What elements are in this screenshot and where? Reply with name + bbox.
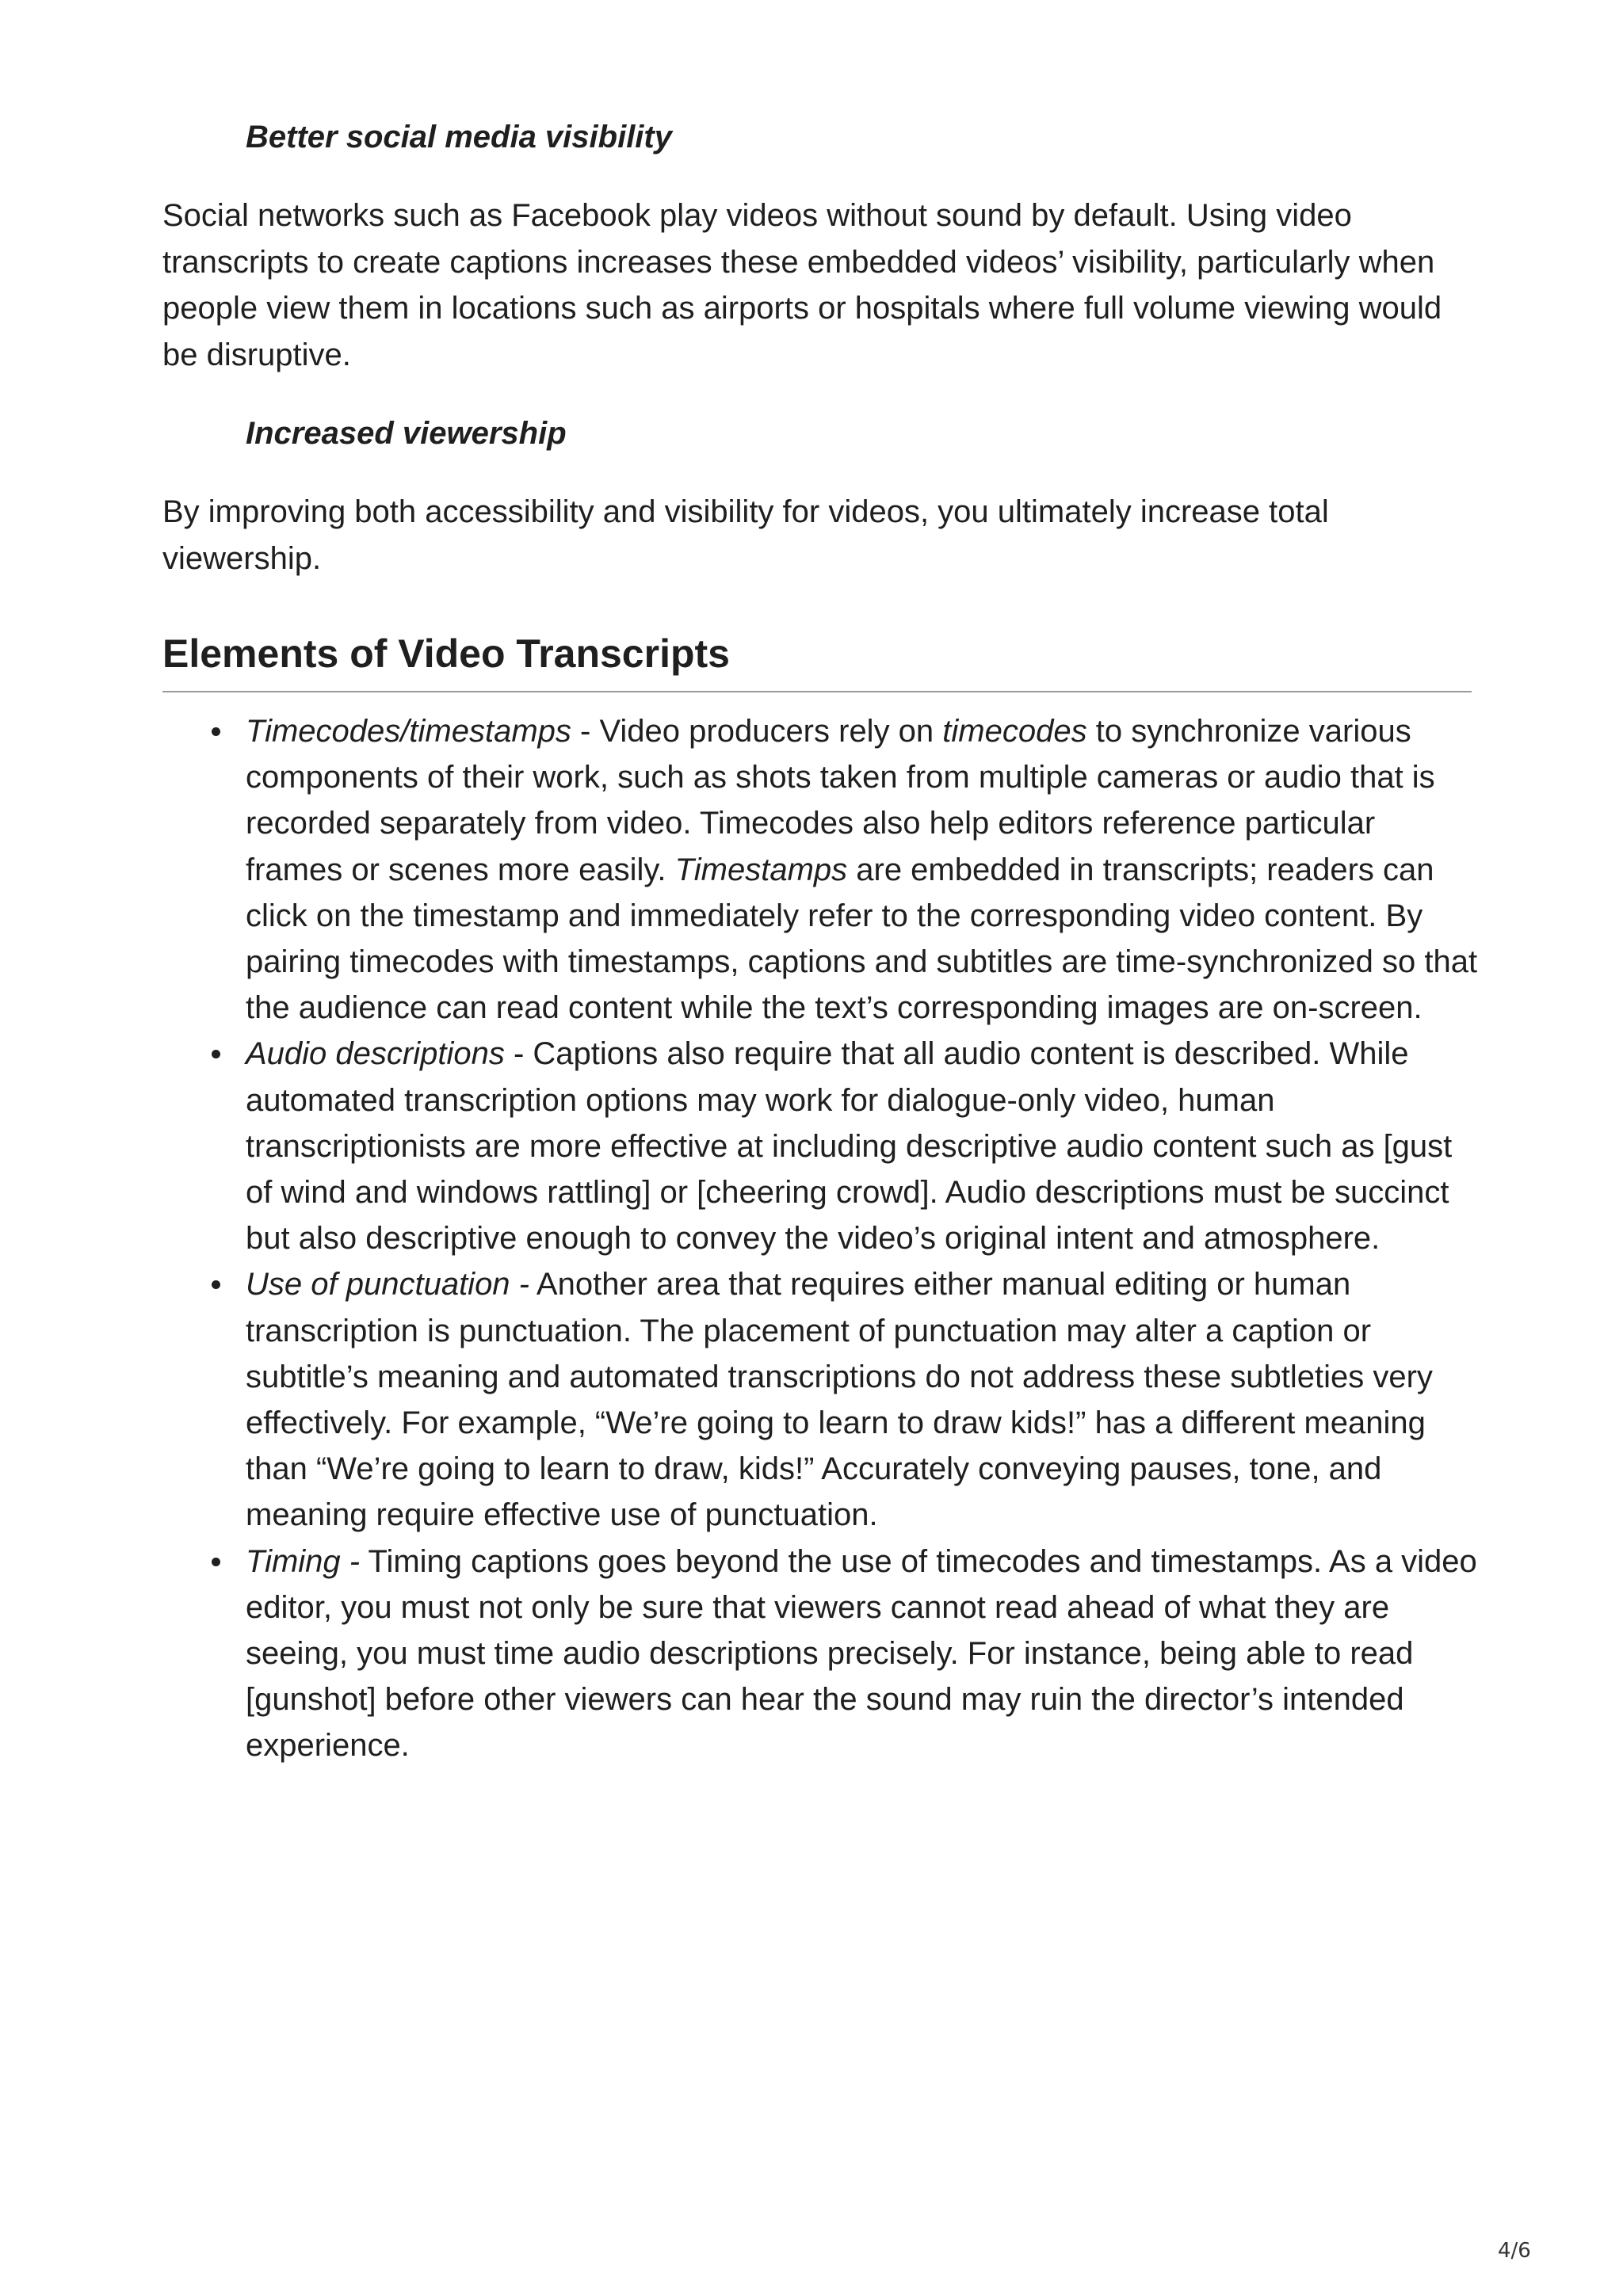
bullet-dot-icon bbox=[212, 1280, 220, 1289]
bullet-dot-icon bbox=[212, 1050, 220, 1058]
paragraph-social-media-visibility: Social networks such as Facebook play videos without sound by default. Using video transcripts to create captions increases these embedded videos’ visibility, particularly when people view them in locations such as airports or hospitals where full volume viewing would be disruptive. bbox=[162, 198, 1442, 372]
section-heading: Elements of Video Transcripts bbox=[162, 631, 730, 676]
bullet-emphasis: timecodes bbox=[942, 714, 1087, 749]
bullet-term: Timing - bbox=[246, 1543, 361, 1579]
heading-divider bbox=[162, 691, 1472, 692]
bullet-text: are embedded in transcripts; readers can click on the timestamp and immediately refer to the corresponding video content. By pairing timecodes with timestamps, captions and subtitles are time-synchronized so that the audience can read content while the text’s corresponding images are on-screen. bbox=[246, 852, 1478, 1026]
bullet-dot-icon bbox=[212, 727, 220, 736]
bullet-audio-descriptions bbox=[162, 1031, 1478, 1261]
bullet-timing bbox=[162, 1539, 1478, 1769]
bullet-emphasis: Timestamps bbox=[674, 852, 848, 887]
bullet-term: Timecodes/timestamps bbox=[246, 714, 571, 749]
bullet-term: Use of punctuation - bbox=[246, 1267, 529, 1302]
paragraph-increased-viewership: By improving both accessibility and visibility for videos, you ultimately increase total viewership. bbox=[162, 494, 1329, 576]
subheading-social-media-visibility: Better social media visibility bbox=[246, 120, 672, 154]
subheading-increased-viewership: Increased viewership bbox=[246, 416, 567, 451]
bullet-text: Another area that requires either manual editing or human transcription is punctuation. The placement of punctuation may alter a caption or subtitle’s meaning and automated transcriptions do not address these subtleties very effectively. For example, “We’re going to learn to draw kids!” has a different meaning than “We’re going to learn to draw, kids!” Accurately conveying pauses, tone, and meaning require effective use of punctuation. bbox=[246, 1267, 1433, 1533]
bullet-text: to synchronize various components of their work, such as shots taken from multiple cameras or audio that is recorded separately from video. Timecodes also help editors reference particular frames or scenes more easily. bbox=[246, 714, 1435, 887]
bullet-timecodes-timestamps bbox=[162, 708, 1478, 1031]
bullet-dot-icon bbox=[212, 1558, 220, 1566]
page-number: 4/6 bbox=[1498, 2239, 1531, 2263]
bullet-term: Audio descriptions bbox=[246, 1036, 505, 1072]
bullet-text: Timing captions goes beyond the use of timecodes and timestamps. As a video editor, you must not only be sure that viewers cannot read ahead of what they are seeing, you must time audio descriptions precisely. For instance, being able to read [gunshot] before other viewers can hear the sound may ruin the director’s intended experience. bbox=[246, 1543, 1477, 1764]
bullet-text: - Captions also require that all audio content is described. While automated transcription options may work for dialogue-only video, human transcriptionists are more effective at including descriptive audio content such as [gust of wind and windows rattling] or [cheering crowd]. Audio descriptions must be succinct but also descriptive enough to convey the video’s original intent and atmosphere. bbox=[246, 1036, 1453, 1257]
elements-bullet-list bbox=[162, 708, 1478, 1769]
bullet-use-of-punctuation bbox=[162, 1261, 1478, 1538]
bullet-text: - Video producers rely on bbox=[571, 714, 943, 749]
